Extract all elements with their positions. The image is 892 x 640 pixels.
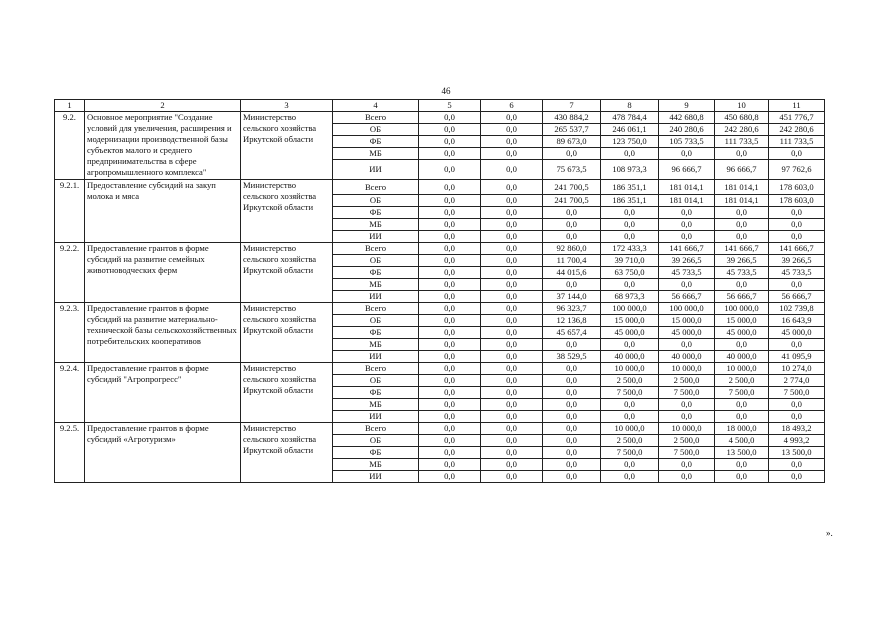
value-cell: 102 739,8 xyxy=(769,303,825,315)
value-cell: 0,0 xyxy=(543,231,601,243)
value-cell: 0,0 xyxy=(481,459,543,471)
value-cell: 39 266,5 xyxy=(715,255,769,267)
value-cell: 0,0 xyxy=(715,231,769,243)
value-cell: 0,0 xyxy=(543,279,601,291)
value-cell: 0,0 xyxy=(543,471,601,483)
value-cell: 0,0 xyxy=(481,303,543,315)
value-cell: 0,0 xyxy=(419,363,481,375)
funding-source: ОБ xyxy=(333,195,419,207)
value-cell: 38 529,5 xyxy=(543,351,601,363)
value-cell: 141 666,7 xyxy=(659,243,715,255)
value-cell: 0,0 xyxy=(481,351,543,363)
value-cell: 0,0 xyxy=(769,399,825,411)
value-cell: 0,0 xyxy=(419,291,481,303)
value-cell: 12 136,8 xyxy=(543,315,601,327)
value-cell: 0,0 xyxy=(481,180,543,195)
item-number: 9.2.3. xyxy=(55,303,85,363)
funding-source: ИИ xyxy=(333,160,419,180)
value-cell: 0,0 xyxy=(543,375,601,387)
value-cell: 123 750,0 xyxy=(601,136,659,148)
funding-source: МБ xyxy=(333,399,419,411)
value-cell: 96 323,7 xyxy=(543,303,601,315)
table-body xyxy=(55,100,825,483)
value-cell: 7 500,0 xyxy=(715,387,769,399)
value-cell: 15 000,0 xyxy=(715,315,769,327)
value-cell: 7 500,0 xyxy=(601,387,659,399)
funding-source: Всего xyxy=(333,243,419,255)
value-cell: 100 000,0 xyxy=(601,303,659,315)
value-cell: 0,0 xyxy=(543,459,601,471)
value-cell: 0,0 xyxy=(419,411,481,423)
item-executor: Министерство сельского хозяйства Иркутской области xyxy=(241,423,333,483)
value-cell: 0,0 xyxy=(659,148,715,160)
value-cell: 0,0 xyxy=(601,279,659,291)
value-cell: 0,0 xyxy=(481,291,543,303)
value-cell: 7 500,0 xyxy=(659,447,715,459)
value-cell: 39 710,0 xyxy=(601,255,659,267)
funding-source: МБ xyxy=(333,339,419,351)
value-cell: 68 973,3 xyxy=(601,291,659,303)
value-cell: 0,0 xyxy=(481,207,543,219)
value-cell: 0,0 xyxy=(481,435,543,447)
value-cell: 10 000,0 xyxy=(601,363,659,375)
value-cell: 10 000,0 xyxy=(659,423,715,435)
funding-source: ИИ xyxy=(333,411,419,423)
funding-source: Всего xyxy=(333,303,419,315)
funding-source: Всего xyxy=(333,112,419,124)
value-cell: 0,0 xyxy=(769,471,825,483)
value-cell: 0,0 xyxy=(601,219,659,231)
value-cell: 89 673,0 xyxy=(543,136,601,148)
value-cell: 0,0 xyxy=(481,363,543,375)
value-cell: 0,0 xyxy=(419,351,481,363)
value-cell: 0,0 xyxy=(481,399,543,411)
item-number: 9.2.2. xyxy=(55,243,85,303)
value-cell: 39 266,5 xyxy=(659,255,715,267)
value-cell: 0,0 xyxy=(419,303,481,315)
item-name: Предоставление грантов в форме субсидий на развитие материально-технической базы сельскохозяйственных потребительских кооперативов xyxy=(85,303,241,363)
table-row xyxy=(55,180,825,195)
value-cell: 10 274,0 xyxy=(769,363,825,375)
value-cell: 0,0 xyxy=(769,148,825,160)
value-cell: 63 750,0 xyxy=(601,267,659,279)
value-cell: 0,0 xyxy=(419,207,481,219)
value-cell: 0,0 xyxy=(481,195,543,207)
value-cell: 0,0 xyxy=(659,207,715,219)
value-cell: 0,0 xyxy=(659,219,715,231)
funding-source: МБ xyxy=(333,148,419,160)
value-cell: 0,0 xyxy=(419,180,481,195)
value-cell: 0,0 xyxy=(659,399,715,411)
value-cell: 0,0 xyxy=(419,447,481,459)
value-cell: 45 733,5 xyxy=(659,267,715,279)
value-cell: 478 784,4 xyxy=(601,112,659,124)
value-cell: 56 666,7 xyxy=(659,291,715,303)
funding-source: ОБ xyxy=(333,315,419,327)
table-row xyxy=(55,303,825,315)
column-header: 8 xyxy=(601,100,659,112)
item-executor: Министерство сельского хозяйства Иркутской области xyxy=(241,180,333,243)
value-cell: 0,0 xyxy=(543,423,601,435)
value-cell: 108 973,3 xyxy=(601,160,659,180)
value-cell: 0,0 xyxy=(543,363,601,375)
value-cell: 0,0 xyxy=(715,219,769,231)
value-cell: 44 015,6 xyxy=(543,267,601,279)
value-cell: 0,0 xyxy=(543,387,601,399)
value-cell: 0,0 xyxy=(419,459,481,471)
value-cell: 45 000,0 xyxy=(601,327,659,339)
budget-table xyxy=(54,99,825,483)
value-cell: 2 500,0 xyxy=(601,375,659,387)
item-name: Предоставление грантов в форме субсидий на развитие семейных животноводческих ферм xyxy=(85,243,241,303)
item-executor: Министерство сельского хозяйства Иркутской области xyxy=(241,303,333,363)
value-cell: 0,0 xyxy=(419,279,481,291)
value-cell: 0,0 xyxy=(481,423,543,435)
value-cell: 181 014,1 xyxy=(715,180,769,195)
value-cell: 10 000,0 xyxy=(601,423,659,435)
value-cell: 0,0 xyxy=(659,411,715,423)
value-cell: 186 351,1 xyxy=(601,180,659,195)
value-cell: 10 000,0 xyxy=(715,363,769,375)
column-header: 2 xyxy=(85,100,241,112)
value-cell: 0,0 xyxy=(659,231,715,243)
value-cell: 0,0 xyxy=(481,327,543,339)
value-cell: 100 000,0 xyxy=(659,303,715,315)
value-cell: 0,0 xyxy=(715,279,769,291)
value-cell: 0,0 xyxy=(419,399,481,411)
value-cell: 56 666,7 xyxy=(769,291,825,303)
value-cell: 0,0 xyxy=(769,459,825,471)
value-cell: 0,0 xyxy=(601,411,659,423)
value-cell: 0,0 xyxy=(481,267,543,279)
item-executor: Министерство сельского хозяйства Иркутской области xyxy=(241,363,333,423)
funding-source: ФБ xyxy=(333,207,419,219)
value-cell: 40 000,0 xyxy=(659,351,715,363)
column-header: 9 xyxy=(659,100,715,112)
value-cell: 100 000,0 xyxy=(715,303,769,315)
value-cell: 0,0 xyxy=(715,339,769,351)
value-cell: 0,0 xyxy=(715,399,769,411)
value-cell: 0,0 xyxy=(481,231,543,243)
value-cell: 56 666,7 xyxy=(715,291,769,303)
value-cell: 0,0 xyxy=(419,471,481,483)
item-name: Предоставление грантов в форме субсидий "Агропрогресс" xyxy=(85,363,241,423)
value-cell: 242 280,6 xyxy=(715,124,769,136)
value-cell: 13 500,0 xyxy=(769,447,825,459)
value-cell: 2 774,0 xyxy=(769,375,825,387)
column-header: 1 xyxy=(55,100,85,112)
value-cell: 0,0 xyxy=(481,279,543,291)
value-cell: 241 700,5 xyxy=(543,180,601,195)
table-row xyxy=(55,363,825,375)
value-cell: 0,0 xyxy=(543,411,601,423)
value-cell: 2 500,0 xyxy=(659,435,715,447)
funding-source: ФБ xyxy=(333,387,419,399)
value-cell: 41 095,9 xyxy=(769,351,825,363)
value-cell: 45 000,0 xyxy=(715,327,769,339)
value-cell: 0,0 xyxy=(715,471,769,483)
funding-source: Всего xyxy=(333,363,419,375)
column-header: 11 xyxy=(769,100,825,112)
value-cell: 0,0 xyxy=(481,387,543,399)
value-cell: 0,0 xyxy=(419,435,481,447)
page-number: 46 xyxy=(441,86,451,96)
value-cell: 10 000,0 xyxy=(659,363,715,375)
value-cell: 0,0 xyxy=(481,411,543,423)
value-cell: 0,0 xyxy=(481,219,543,231)
value-cell: 430 884,2 xyxy=(543,112,601,124)
value-cell: 0,0 xyxy=(543,399,601,411)
item-number: 9.2.5. xyxy=(55,423,85,483)
funding-source: ОБ xyxy=(333,124,419,136)
value-cell: 0,0 xyxy=(543,339,601,351)
funding-source: МБ xyxy=(333,459,419,471)
value-cell: 178 603,0 xyxy=(769,180,825,195)
value-cell: 0,0 xyxy=(481,160,543,180)
funding-source: МБ xyxy=(333,279,419,291)
column-header: 7 xyxy=(543,100,601,112)
funding-source: ОБ xyxy=(333,435,419,447)
value-cell: 0,0 xyxy=(715,207,769,219)
value-cell: 45 000,0 xyxy=(659,327,715,339)
value-cell: 181 014,1 xyxy=(659,180,715,195)
funding-source: ОБ xyxy=(333,255,419,267)
value-cell: 0,0 xyxy=(715,411,769,423)
value-cell: 0,0 xyxy=(481,375,543,387)
value-cell: 7 500,0 xyxy=(659,387,715,399)
value-cell: 0,0 xyxy=(601,471,659,483)
value-cell: 2 500,0 xyxy=(601,435,659,447)
column-header: 3 xyxy=(241,100,333,112)
funding-source: ФБ xyxy=(333,447,419,459)
value-cell: 181 014,1 xyxy=(715,195,769,207)
value-cell: 40 000,0 xyxy=(715,351,769,363)
value-cell: 0,0 xyxy=(659,339,715,351)
value-cell: 0,0 xyxy=(659,459,715,471)
funding-source: ИИ xyxy=(333,351,419,363)
value-cell: 0,0 xyxy=(481,447,543,459)
value-cell: 0,0 xyxy=(543,447,601,459)
column-header: 10 xyxy=(715,100,769,112)
item-executor: Министерство сельского хозяйства Иркутской области xyxy=(241,243,333,303)
value-cell: 0,0 xyxy=(419,219,481,231)
column-header: 5 xyxy=(419,100,481,112)
closing-quote-mark: ». xyxy=(826,528,833,538)
column-header: 6 xyxy=(481,100,543,112)
value-cell: 0,0 xyxy=(481,243,543,255)
value-cell: 0,0 xyxy=(769,231,825,243)
table-row xyxy=(55,423,825,435)
value-cell: 0,0 xyxy=(419,112,481,124)
value-cell: 7 500,0 xyxy=(769,387,825,399)
item-number: 9.2.4. xyxy=(55,363,85,423)
value-cell: 105 733,5 xyxy=(659,136,715,148)
value-cell: 0,0 xyxy=(769,207,825,219)
item-name: Основное мероприятие "Создание условий для увеличения, расширения и модернизации производственной базы субъектов малого и среднего предпринимательства в сфере агропромышленного комплекса" xyxy=(85,112,241,180)
funding-source: МБ xyxy=(333,219,419,231)
value-cell: 0,0 xyxy=(419,339,481,351)
value-cell: 0,0 xyxy=(419,136,481,148)
value-cell: 96 666,7 xyxy=(659,160,715,180)
value-cell: 0,0 xyxy=(601,231,659,243)
value-cell: 92 860,0 xyxy=(543,243,601,255)
value-cell: 0,0 xyxy=(715,459,769,471)
value-cell: 2 500,0 xyxy=(715,375,769,387)
value-cell: 11 700,4 xyxy=(543,255,601,267)
value-cell: 0,0 xyxy=(419,267,481,279)
value-cell: 4 500,0 xyxy=(715,435,769,447)
funding-source: ИИ xyxy=(333,471,419,483)
value-cell: 0,0 xyxy=(419,423,481,435)
value-cell: 242 280,6 xyxy=(769,124,825,136)
value-cell: 0,0 xyxy=(481,124,543,136)
funding-source: ОБ xyxy=(333,375,419,387)
value-cell: 0,0 xyxy=(481,471,543,483)
value-cell: 0,0 xyxy=(481,315,543,327)
value-cell: 241 700,5 xyxy=(543,195,601,207)
value-cell: 0,0 xyxy=(769,219,825,231)
value-cell: 0,0 xyxy=(601,339,659,351)
value-cell: 0,0 xyxy=(481,255,543,267)
item-number: 9.2.1. xyxy=(55,180,85,243)
funding-source: Всего xyxy=(333,423,419,435)
value-cell: 0,0 xyxy=(543,207,601,219)
value-cell: 45 000,0 xyxy=(769,327,825,339)
value-cell: 0,0 xyxy=(601,148,659,160)
value-cell: 451 776,7 xyxy=(769,112,825,124)
item-executor: Министерство сельского хозяйства Иркутской области xyxy=(241,112,333,180)
value-cell: 15 000,0 xyxy=(659,315,715,327)
funding-source: ФБ xyxy=(333,327,419,339)
value-cell: 178 603,0 xyxy=(769,195,825,207)
value-cell: 45 657,4 xyxy=(543,327,601,339)
funding-source: ФБ xyxy=(333,267,419,279)
table-row xyxy=(55,112,825,124)
value-cell: 0,0 xyxy=(769,339,825,351)
item-number: 9.2. xyxy=(55,112,85,180)
value-cell: 172 433,3 xyxy=(601,243,659,255)
value-cell: 186 351,1 xyxy=(601,195,659,207)
value-cell: 39 266,5 xyxy=(769,255,825,267)
value-cell: 0,0 xyxy=(481,148,543,160)
value-cell: 75 673,5 xyxy=(543,160,601,180)
value-cell: 2 500,0 xyxy=(659,375,715,387)
value-cell: 0,0 xyxy=(481,112,543,124)
value-cell: 0,0 xyxy=(715,148,769,160)
value-cell: 96 666,7 xyxy=(715,160,769,180)
value-cell: 15 000,0 xyxy=(601,315,659,327)
value-cell: 0,0 xyxy=(419,387,481,399)
value-cell: 240 280,6 xyxy=(659,124,715,136)
value-cell: 4 993,2 xyxy=(769,435,825,447)
value-cell: 0,0 xyxy=(419,243,481,255)
value-cell: 0,0 xyxy=(601,207,659,219)
value-cell: 0,0 xyxy=(659,279,715,291)
value-cell: 111 733,5 xyxy=(715,136,769,148)
value-cell: 0,0 xyxy=(543,219,601,231)
value-cell: 0,0 xyxy=(419,124,481,136)
header-row xyxy=(55,100,825,112)
value-cell: 0,0 xyxy=(419,375,481,387)
value-cell: 0,0 xyxy=(419,231,481,243)
value-cell: 0,0 xyxy=(481,136,543,148)
value-cell: 0,0 xyxy=(419,315,481,327)
value-cell: 0,0 xyxy=(419,255,481,267)
funding-source: Всего xyxy=(333,180,419,195)
funding-source: ФБ xyxy=(333,136,419,148)
value-cell: 181 014,1 xyxy=(659,195,715,207)
value-cell: 13 500,0 xyxy=(715,447,769,459)
value-cell: 0,0 xyxy=(481,339,543,351)
value-cell: 0,0 xyxy=(659,471,715,483)
value-cell: 0,0 xyxy=(601,399,659,411)
value-cell: 450 680,8 xyxy=(715,112,769,124)
value-cell: 0,0 xyxy=(419,195,481,207)
value-cell: 246 061,1 xyxy=(601,124,659,136)
funding-source: ИИ xyxy=(333,231,419,243)
value-cell: 141 666,7 xyxy=(715,243,769,255)
value-cell: 0,0 xyxy=(769,279,825,291)
value-cell: 37 144,0 xyxy=(543,291,601,303)
value-cell: 0,0 xyxy=(419,160,481,180)
value-cell: 45 733,5 xyxy=(769,267,825,279)
value-cell: 0,0 xyxy=(543,148,601,160)
item-name: Предоставление субсидий на закуп молока и мяса xyxy=(85,180,241,243)
value-cell: 18 493,2 xyxy=(769,423,825,435)
value-cell: 0,0 xyxy=(543,435,601,447)
value-cell: 111 733,5 xyxy=(769,136,825,148)
value-cell: 141 666,7 xyxy=(769,243,825,255)
value-cell: 18 000,0 xyxy=(715,423,769,435)
value-cell: 45 733,5 xyxy=(715,267,769,279)
column-header: 4 xyxy=(333,100,419,112)
value-cell: 0,0 xyxy=(601,459,659,471)
value-cell: 7 500,0 xyxy=(601,447,659,459)
table-row xyxy=(55,243,825,255)
value-cell: 0,0 xyxy=(419,327,481,339)
funding-source: ИИ xyxy=(333,291,419,303)
value-cell: 265 537,7 xyxy=(543,124,601,136)
value-cell: 0,0 xyxy=(769,411,825,423)
item-name: Предоставление грантов в форме субсидий «Агротуризм» xyxy=(85,423,241,483)
value-cell: 16 643,9 xyxy=(769,315,825,327)
value-cell: 0,0 xyxy=(419,148,481,160)
value-cell: 97 762,6 xyxy=(769,160,825,180)
value-cell: 40 000,0 xyxy=(601,351,659,363)
value-cell: 442 680,8 xyxy=(659,112,715,124)
